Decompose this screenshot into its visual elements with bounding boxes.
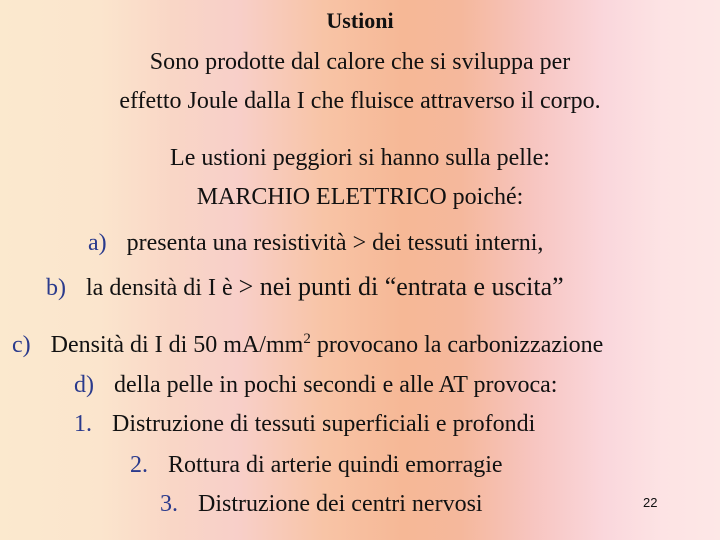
skin-line-1: Le ustioni peggiori si hanno sulla pelle:: [170, 145, 550, 171]
list-marker: 2.: [130, 452, 148, 478]
list-item-text: la densità di I è: [86, 275, 233, 301]
slide-title: Ustioni: [326, 8, 394, 33]
list-item-text: presenta una resistività > dei tessuti interni,: [126, 230, 544, 256]
superscript: 2: [303, 331, 311, 347]
list-item-c: [12, 330, 603, 360]
skin-line-2: MARCHIO ELETTRICO poiché:: [196, 184, 524, 210]
list-item-3: [160, 489, 483, 519]
list-marker: a): [88, 230, 107, 256]
list-marker: c): [12, 332, 31, 358]
list-item-a: [88, 228, 543, 258]
intro-line-2: effetto Joule dalla I che fluisce attraverso il corpo.: [119, 88, 601, 114]
list-item-text: Rottura di arterie quindi emorragie: [168, 452, 503, 478]
list-marker: 3.: [160, 491, 178, 517]
list-marker: 1.: [74, 411, 92, 437]
list-item-text: della pelle in pochi secondi e alle AT provoca:: [114, 372, 558, 398]
list-item-2: [130, 450, 503, 480]
list-item-b: [46, 272, 564, 303]
list-marker: b): [46, 275, 66, 301]
list-item-1: [74, 409, 535, 439]
list-item-text: Distruzione di tessuti superficiali e profondi: [112, 411, 536, 437]
list-item-text-continued: provocano la carbonizzazione: [310, 332, 604, 358]
list-item-d: [74, 370, 557, 400]
list-item-text-emphasis: > nei punti di “entrata e uscita”: [238, 272, 564, 301]
list-item-text: Distruzione dei centri nervosi: [198, 491, 483, 517]
list-item-text: Densità di I di 50 mA/mm: [50, 332, 304, 358]
page-number: 22: [643, 495, 658, 510]
list-marker: d): [74, 372, 94, 398]
intro-line-1: Sono prodotte dal calore che si sviluppa per: [149, 49, 571, 75]
